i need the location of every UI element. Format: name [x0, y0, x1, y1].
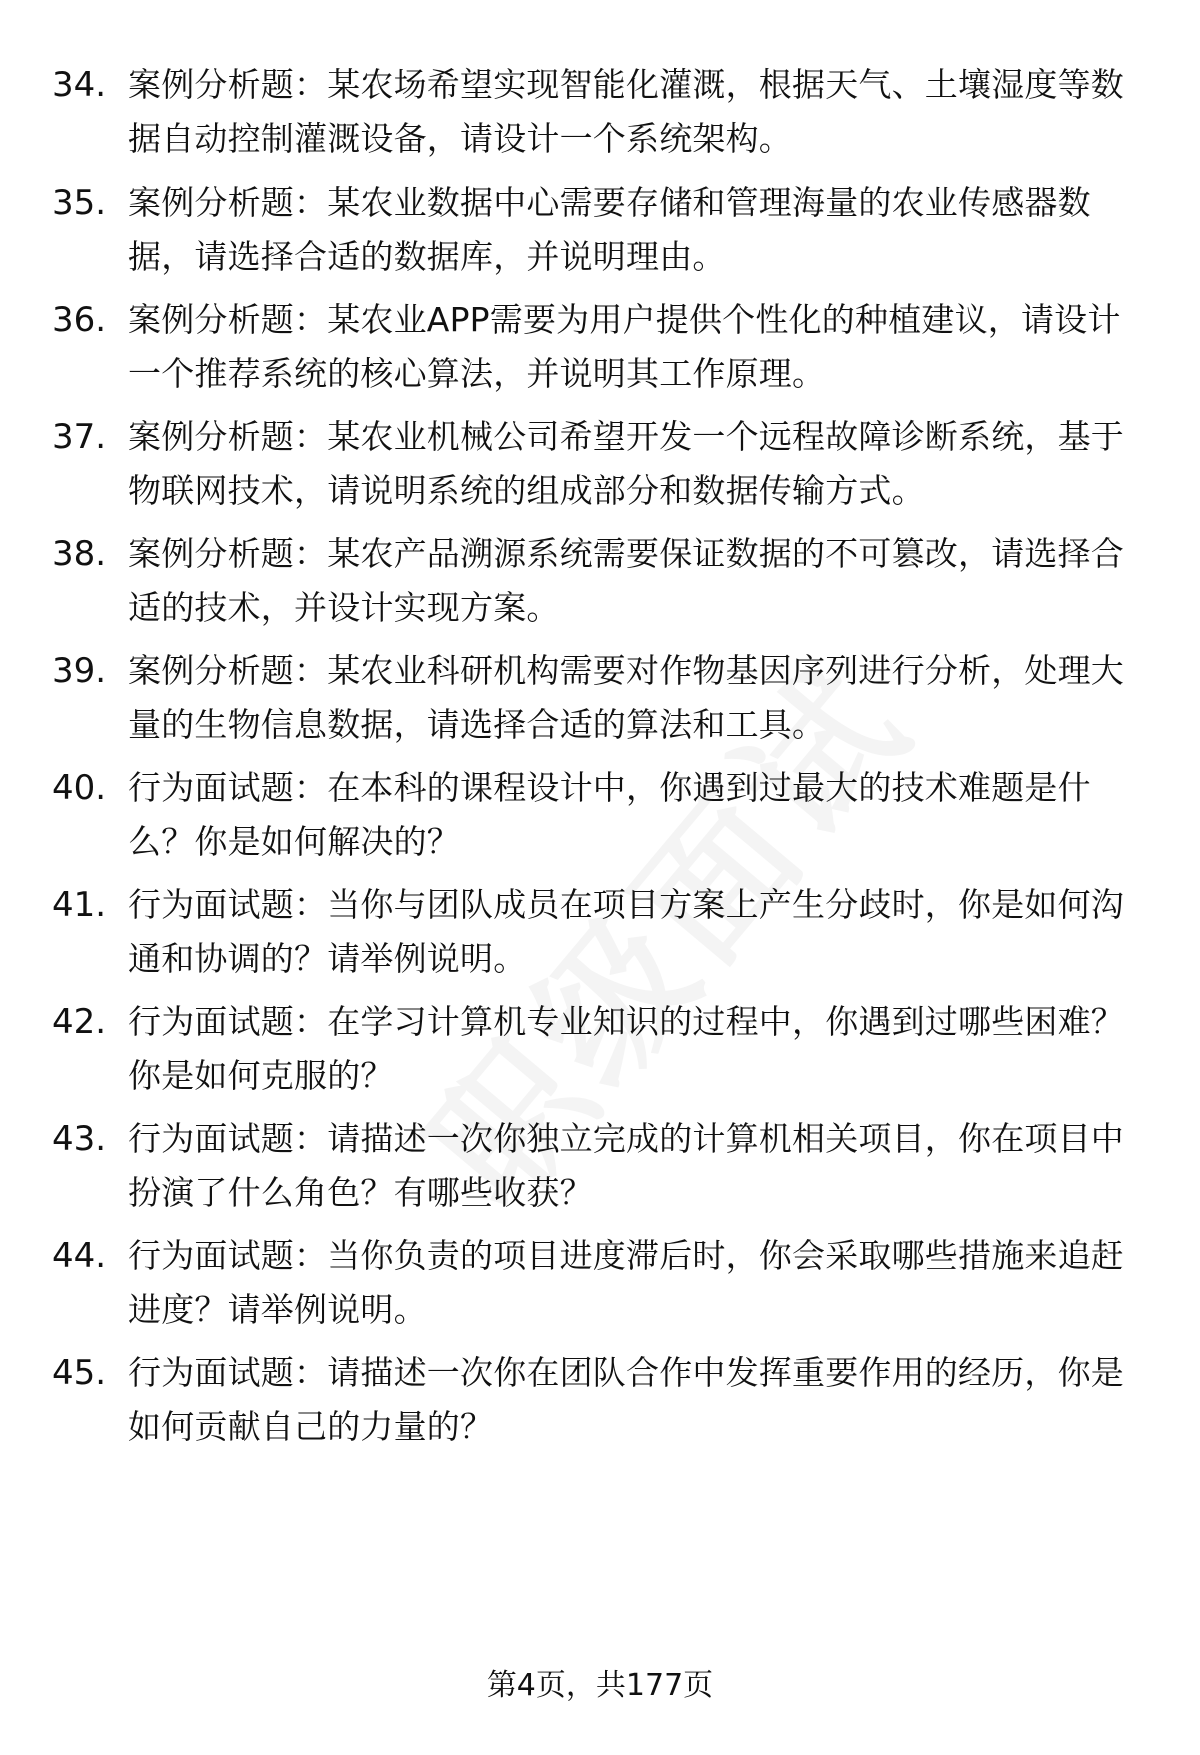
question-number: 41.	[52, 885, 107, 925]
question-text: 案例分析题：某农业APP需要为用户提供个性化的种植建议，请设计一个推荐系统的核心算法，并说明其工作原理。	[128, 300, 1121, 393]
page-footer: 第4页，共177页	[486, 1668, 714, 1703]
question-number: 44.	[52, 1236, 107, 1276]
question-item	[0, 410, 1200, 520]
question-number: 34.	[52, 65, 107, 105]
question-item	[0, 995, 1200, 1105]
question-item	[0, 293, 1200, 403]
question-text: 案例分析题：某农场希望实现智能化灌溉，根据天气、土壤湿度等数据自动控制灌溉设备，请设计一个系统架构。	[128, 65, 1124, 158]
question-number: 39.	[52, 651, 107, 691]
question-text: 案例分析题：某农产品溯源系统需要保证数据的不可篡改，请选择合适的技术，并设计实现方案。	[128, 534, 1124, 627]
question-number: 36.	[52, 300, 107, 340]
question-number: 35.	[52, 183, 107, 223]
question-text: 行为面试题：请描述一次你在团队合作中发挥重要作用的经历，你是如何贡献自己的力量的？	[128, 1353, 1124, 1446]
question-text: 案例分析题：某农业科研机构需要对作物基因序列进行分析，处理大量的生物信息数据，请选择合适的算法和工具。	[128, 651, 1124, 744]
question-item	[0, 878, 1200, 988]
question-text: 行为面试题：当你负责的项目进度滞后时，你会采取哪些措施来追赶进度？请举例说明。	[128, 1236, 1124, 1329]
question-number: 43.	[52, 1119, 107, 1159]
question-item	[0, 761, 1200, 871]
question-item	[0, 1346, 1200, 1456]
question-item	[0, 527, 1200, 637]
question-text: 案例分析题：某农业数据中心需要存储和管理海量的农业传感器数据，请选择合适的数据库，并说明理由。	[128, 183, 1091, 276]
question-number: 37.	[52, 417, 107, 457]
question-item	[0, 1112, 1200, 1222]
question-number: 40.	[52, 768, 107, 808]
question-text: 行为面试题：请描述一次你独立完成的计算机相关项目，你在项目中扮演了什么角色？有哪些收获？	[128, 1119, 1124, 1212]
question-item	[0, 58, 1200, 168]
question-number: 42.	[52, 1002, 107, 1042]
question-text: 行为面试题：在学习计算机专业知识的过程中，你遇到过哪些困难？你是如何克服的？	[128, 1002, 1124, 1095]
question-number: 45.	[52, 1353, 107, 1393]
question-text: 行为面试题：在本科的课程设计中，你遇到过最大的技术难题是什么？你是如何解决的？	[128, 768, 1091, 861]
question-number: 38.	[52, 534, 107, 574]
question-item	[0, 176, 1200, 286]
question-item	[0, 644, 1200, 754]
question-text: 案例分析题：某农业机械公司希望开发一个远程故障诊断系统，基于物联网技术，请说明系统的组成部分和数据传输方式。	[128, 417, 1124, 510]
question-item	[0, 1229, 1200, 1339]
question-text: 行为面试题：当你与团队成员在项目方案上产生分歧时，你是如何沟通和协调的？请举例说明。	[128, 885, 1124, 978]
